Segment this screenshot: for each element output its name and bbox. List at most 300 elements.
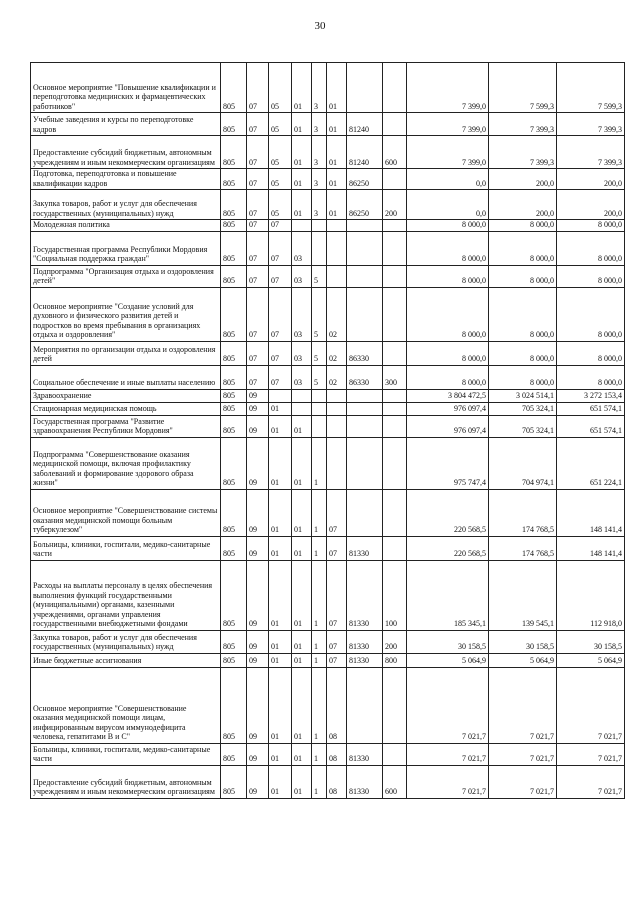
section-code-cell: 09: [247, 402, 269, 415]
program-code-cell: 01: [292, 667, 312, 743]
program-code-cell: 03: [292, 365, 312, 389]
amount-year3-cell: 7 021,7: [557, 667, 625, 743]
program-code-cell: [292, 402, 312, 415]
table-row: [31, 667, 625, 743]
program-code-cell: 03: [292, 287, 312, 341]
ministry-code-cell: 805: [221, 113, 247, 136]
table-row: [31, 341, 625, 365]
table-row: [31, 630, 625, 653]
amount-year1-cell: 3 804 472,5: [407, 389, 489, 402]
section-code-cell: 09: [247, 437, 269, 489]
amount-year1-cell: 7 021,7: [407, 667, 489, 743]
amount-year3-cell: 7 021,7: [557, 743, 625, 765]
amount-year1-cell: 7 399,0: [407, 136, 489, 169]
section-code-cell: 07: [247, 190, 269, 220]
program-code-cell: 01: [292, 63, 312, 113]
ministry-code-cell: 805: [221, 169, 247, 190]
amount-year1-cell: 7 021,7: [407, 765, 489, 798]
amount-year1-cell: 220 568,5: [407, 536, 489, 560]
amount-year1-cell: 30 158,5: [407, 630, 489, 653]
row-name-cell: Молодежная политика: [31, 220, 221, 232]
section-code-cell: 09: [247, 536, 269, 560]
subprogram-code-cell: [312, 231, 327, 265]
subprogram-code-cell: 5: [312, 287, 327, 341]
row-name-cell: Предоставление субсидий бюджетным, автономным учреждениям и иным некоммерческим организациям: [31, 136, 221, 169]
table-row: [31, 489, 625, 536]
row-name-cell: Больницы, клиники, госпитали, медико-санитарные части: [31, 536, 221, 560]
row-name-cell: Учебные заведения и курсы по переподготовке кадров: [31, 113, 221, 136]
subsection-code-cell: 07: [269, 265, 292, 287]
direction-code-cell: 81330: [347, 743, 383, 765]
program-code-cell: 01: [292, 560, 312, 630]
row-name-cell: Основное мероприятие "Совершенствование системы оказания медицинской помощи больным туберкулезом": [31, 489, 221, 536]
row-name-cell: Подпрограмма "Совершенствование оказания медицинской помощи, включая профилактику заболеваний и формирование здорового образа жизни": [31, 437, 221, 489]
amount-year2-cell: 7 399,3: [489, 136, 557, 169]
amount-year2-cell: 174 768,5: [489, 489, 557, 536]
table-row: [31, 402, 625, 415]
measure-code-cell: 08: [327, 765, 347, 798]
expense-type-code-cell: [383, 231, 407, 265]
ministry-code-cell: 805: [221, 743, 247, 765]
expense-type-code-cell: [383, 667, 407, 743]
amount-year2-cell: 8 000,0: [489, 265, 557, 287]
measure-code-cell: 07: [327, 489, 347, 536]
section-code-cell: 09: [247, 389, 269, 402]
measure-code-cell: 07: [327, 560, 347, 630]
subprogram-code-cell: 1: [312, 536, 327, 560]
ministry-code-cell: 805: [221, 190, 247, 220]
ministry-code-cell: 805: [221, 560, 247, 630]
table-row: [31, 389, 625, 402]
section-code-cell: 07: [247, 341, 269, 365]
ministry-code-cell: 805: [221, 63, 247, 113]
program-code-cell: 03: [292, 341, 312, 365]
measure-code-cell: [327, 220, 347, 232]
amount-year2-cell: 8 000,0: [489, 287, 557, 341]
direction-code-cell: 81240: [347, 113, 383, 136]
ministry-code-cell: 805: [221, 536, 247, 560]
row-name-cell: Иные бюджетные ассигнования: [31, 653, 221, 667]
table-row: [31, 113, 625, 136]
amount-year3-cell: 7 021,7: [557, 765, 625, 798]
amount-year1-cell: 8 000,0: [407, 341, 489, 365]
ministry-code-cell: 805: [221, 265, 247, 287]
amount-year1-cell: 8 000,0: [407, 265, 489, 287]
table-row: [31, 136, 625, 169]
direction-code-cell: 81330: [347, 630, 383, 653]
direction-code-cell: 86250: [347, 169, 383, 190]
amount-year1-cell: 8 000,0: [407, 231, 489, 265]
program-code-cell: 01: [292, 113, 312, 136]
amount-year3-cell: 200,0: [557, 190, 625, 220]
amount-year3-cell: 148 141,4: [557, 536, 625, 560]
subprogram-code-cell: 3: [312, 169, 327, 190]
expense-type-code-cell: 800: [383, 653, 407, 667]
amount-year2-cell: 200,0: [489, 169, 557, 190]
program-code-cell: 01: [292, 415, 312, 437]
subsection-code-cell: 05: [269, 190, 292, 220]
direction-code-cell: 86330: [347, 341, 383, 365]
program-code-cell: [292, 389, 312, 402]
amount-year1-cell: 7 021,7: [407, 743, 489, 765]
program-code-cell: 01: [292, 169, 312, 190]
measure-code-cell: [327, 389, 347, 402]
section-code-cell: 09: [247, 743, 269, 765]
direction-code-cell: 81330: [347, 560, 383, 630]
expense-type-code-cell: 200: [383, 630, 407, 653]
expense-type-code-cell: 100: [383, 560, 407, 630]
direction-code-cell: [347, 489, 383, 536]
program-code-cell: 01: [292, 190, 312, 220]
program-code-cell: 01: [292, 536, 312, 560]
amount-year2-cell: 8 000,0: [489, 341, 557, 365]
ministry-code-cell: 805: [221, 365, 247, 389]
subprogram-code-cell: 3: [312, 136, 327, 169]
expense-type-code-cell: [383, 743, 407, 765]
program-code-cell: 01: [292, 765, 312, 798]
section-code-cell: 07: [247, 136, 269, 169]
amount-year2-cell: 8 000,0: [489, 220, 557, 232]
expense-type-code-cell: 300: [383, 365, 407, 389]
direction-code-cell: [347, 667, 383, 743]
amount-year3-cell: 3 272 153,4: [557, 389, 625, 402]
row-name-cell: Подготовка, переподготовка и повышение квалификации кадров: [31, 169, 221, 190]
amount-year1-cell: 8 000,0: [407, 287, 489, 341]
measure-code-cell: [327, 231, 347, 265]
subprogram-code-cell: [312, 220, 327, 232]
subsection-code-cell: 01: [269, 653, 292, 667]
table-row: [31, 536, 625, 560]
ministry-code-cell: 805: [221, 287, 247, 341]
measure-code-cell: 02: [327, 365, 347, 389]
subsection-code-cell: 01: [269, 630, 292, 653]
row-name-cell: Закупка товаров, работ и услуг для обеспечения государственных (муниципальных) нужд: [31, 190, 221, 220]
row-name-cell: Государственная программа Республики Мордовия "Социальная поддержка граждан": [31, 231, 221, 265]
measure-code-cell: [327, 402, 347, 415]
amount-year3-cell: 7 599,3: [557, 63, 625, 113]
row-name-cell: Основное мероприятие "Совершенствование оказания медицинской помощи лицам, инфицированным вирусом иммунодефицита человека, гепатитами В и С": [31, 667, 221, 743]
subprogram-code-cell: 1: [312, 667, 327, 743]
subsection-code-cell: 01: [269, 536, 292, 560]
section-code-cell: 07: [247, 220, 269, 232]
amount-year1-cell: 975 747,4: [407, 437, 489, 489]
amount-year2-cell: 7 399,3: [489, 113, 557, 136]
subprogram-code-cell: 3: [312, 113, 327, 136]
ministry-code-cell: 805: [221, 630, 247, 653]
row-name-cell: Больницы, клиники, госпитали, медико-санитарные части: [31, 743, 221, 765]
amount-year2-cell: 139 545,1: [489, 560, 557, 630]
program-code-cell: 01: [292, 653, 312, 667]
amount-year2-cell: 174 768,5: [489, 536, 557, 560]
program-code-cell: 03: [292, 231, 312, 265]
table-row: [31, 63, 625, 113]
amount-year1-cell: 7 399,0: [407, 113, 489, 136]
amount-year3-cell: 8 000,0: [557, 287, 625, 341]
section-code-cell: 07: [247, 113, 269, 136]
expense-type-code-cell: [383, 63, 407, 113]
amount-year3-cell: 8 000,0: [557, 220, 625, 232]
subprogram-code-cell: 5: [312, 365, 327, 389]
amount-year3-cell: 7 399,3: [557, 136, 625, 169]
amount-year2-cell: 8 000,0: [489, 365, 557, 389]
measure-code-cell: 02: [327, 341, 347, 365]
subprogram-code-cell: 1: [312, 560, 327, 630]
subprogram-code-cell: 3: [312, 63, 327, 113]
expense-type-code-cell: [383, 220, 407, 232]
amount-year3-cell: 651 574,1: [557, 402, 625, 415]
program-code-cell: 01: [292, 136, 312, 169]
measure-code-cell: [327, 415, 347, 437]
subsection-code-cell: 01: [269, 560, 292, 630]
section-code-cell: 09: [247, 765, 269, 798]
subsection-code-cell: 05: [269, 136, 292, 169]
amount-year3-cell: 30 158,5: [557, 630, 625, 653]
subprogram-code-cell: 1: [312, 653, 327, 667]
amount-year1-cell: 185 345,1: [407, 560, 489, 630]
section-code-cell: 07: [247, 169, 269, 190]
subsection-code-cell: 01: [269, 667, 292, 743]
subprogram-code-cell: 1: [312, 437, 327, 489]
section-code-cell: 09: [247, 630, 269, 653]
measure-code-cell: [327, 437, 347, 489]
ministry-code-cell: 805: [221, 489, 247, 536]
amount-year1-cell: 976 097,4: [407, 415, 489, 437]
section-code-cell: 09: [247, 667, 269, 743]
section-code-cell: 09: [247, 489, 269, 536]
amount-year2-cell: 200,0: [489, 190, 557, 220]
subprogram-code-cell: [312, 415, 327, 437]
subsection-code-cell: 05: [269, 63, 292, 113]
table-row: [31, 765, 625, 798]
amount-year1-cell: 8 000,0: [407, 220, 489, 232]
subsection-code-cell: 01: [269, 402, 292, 415]
ministry-code-cell: 805: [221, 231, 247, 265]
row-name-cell: Здравоохранение: [31, 389, 221, 402]
amount-year3-cell: 148 141,4: [557, 489, 625, 536]
subprogram-code-cell: 5: [312, 265, 327, 287]
subsection-code-cell: 01: [269, 415, 292, 437]
subsection-code-cell: 07: [269, 365, 292, 389]
table-row: [31, 653, 625, 667]
ministry-code-cell: 805: [221, 667, 247, 743]
amount-year3-cell: 200,0: [557, 169, 625, 190]
expense-type-code-cell: [383, 536, 407, 560]
expense-type-code-cell: [383, 389, 407, 402]
row-name-cell: Расходы на выплаты персоналу в целях обеспечения выполнения функций государственными (муниципальными) органами, казенными учреждениями, органами управления государственными внебюджетными фондами: [31, 560, 221, 630]
table-row: [31, 365, 625, 389]
amount-year1-cell: 220 568,5: [407, 489, 489, 536]
direction-code-cell: [347, 63, 383, 113]
ministry-code-cell: 805: [221, 765, 247, 798]
program-code-cell: 01: [292, 630, 312, 653]
amount-year3-cell: 8 000,0: [557, 341, 625, 365]
table-row: [31, 169, 625, 190]
program-code-cell: [292, 220, 312, 232]
amount-year2-cell: 5 064,9: [489, 653, 557, 667]
section-code-cell: 07: [247, 63, 269, 113]
direction-code-cell: 81330: [347, 653, 383, 667]
section-code-cell: 07: [247, 265, 269, 287]
expense-type-code-cell: 600: [383, 136, 407, 169]
amount-year3-cell: 112 918,0: [557, 560, 625, 630]
table-row: [31, 415, 625, 437]
table-row: [31, 287, 625, 341]
subsection-code-cell: 05: [269, 169, 292, 190]
ministry-code-cell: 805: [221, 136, 247, 169]
amount-year3-cell: 7 399,3: [557, 113, 625, 136]
row-name-cell: Основное мероприятие "Создание условий для духовного и физического развития детей и подростков во время пребывания в организациях отдыха и оздоровления": [31, 287, 221, 341]
program-code-cell: 01: [292, 489, 312, 536]
measure-code-cell: 08: [327, 743, 347, 765]
subprogram-code-cell: 1: [312, 743, 327, 765]
section-code-cell: 09: [247, 560, 269, 630]
subsection-code-cell: 07: [269, 287, 292, 341]
measure-code-cell: 01: [327, 113, 347, 136]
expense-type-code-cell: [383, 341, 407, 365]
measure-code-cell: 08: [327, 667, 347, 743]
expense-type-code-cell: [383, 415, 407, 437]
ministry-code-cell: 805: [221, 389, 247, 402]
row-name-cell: Закупка товаров, работ и услуг для обеспечения государственных (муниципальных) нужд: [31, 630, 221, 653]
ministry-code-cell: 805: [221, 437, 247, 489]
measure-code-cell: 07: [327, 536, 347, 560]
measure-code-cell: 01: [327, 169, 347, 190]
table-row: [31, 437, 625, 489]
program-code-cell: 01: [292, 743, 312, 765]
subsection-code-cell: 07: [269, 341, 292, 365]
measure-code-cell: 07: [327, 653, 347, 667]
expense-type-code-cell: [383, 489, 407, 536]
row-name-cell: Мероприятия по организации отдыха и оздоровления детей: [31, 341, 221, 365]
direction-code-cell: [347, 265, 383, 287]
row-name-cell: Государственная программа "Развитие здравоохранения Республики Мордовия": [31, 415, 221, 437]
section-code-cell: 07: [247, 365, 269, 389]
row-name-cell: Стационарная медицинская помощь: [31, 402, 221, 415]
budget-table: [30, 62, 625, 799]
amount-year2-cell: 8 000,0: [489, 231, 557, 265]
amount-year1-cell: 0,0: [407, 169, 489, 190]
row-name-cell: Подпрограмма "Организация отдыха и оздоровления детей": [31, 265, 221, 287]
ministry-code-cell: 805: [221, 220, 247, 232]
subprogram-code-cell: 5: [312, 341, 327, 365]
measure-code-cell: 01: [327, 136, 347, 169]
expense-type-code-cell: [383, 169, 407, 190]
expense-type-code-cell: [383, 402, 407, 415]
subsection-code-cell: 07: [269, 220, 292, 232]
row-name-cell: Предоставление субсидий бюджетным, автономным учреждениям и иным некоммерческим организациям: [31, 765, 221, 798]
row-name-cell: Основное мероприятие "Повышение квалификации и переподготовка медицинских и фармацевтических работников": [31, 63, 221, 113]
subsection-code-cell: 01: [269, 743, 292, 765]
direction-code-cell: [347, 389, 383, 402]
amount-year2-cell: 704 974,1: [489, 437, 557, 489]
amount-year3-cell: 8 000,0: [557, 231, 625, 265]
direction-code-cell: [347, 231, 383, 265]
subprogram-code-cell: 1: [312, 489, 327, 536]
expense-type-code-cell: [383, 287, 407, 341]
amount-year2-cell: 7 599,3: [489, 63, 557, 113]
amount-year2-cell: 705 324,1: [489, 415, 557, 437]
section-code-cell: 09: [247, 415, 269, 437]
amount-year3-cell: 651 574,1: [557, 415, 625, 437]
direction-code-cell: 81330: [347, 765, 383, 798]
amount-year2-cell: 30 158,5: [489, 630, 557, 653]
subprogram-code-cell: 1: [312, 765, 327, 798]
direction-code-cell: [347, 220, 383, 232]
program-code-cell: 03: [292, 265, 312, 287]
direction-code-cell: [347, 402, 383, 415]
amount-year1-cell: 5 064,9: [407, 653, 489, 667]
subprogram-code-cell: [312, 389, 327, 402]
subsection-code-cell: 01: [269, 437, 292, 489]
subsection-code-cell: [269, 389, 292, 402]
table-row: [31, 265, 625, 287]
subsection-code-cell: 01: [269, 489, 292, 536]
direction-code-cell: [347, 415, 383, 437]
direction-code-cell: [347, 287, 383, 341]
subsection-code-cell: 07: [269, 231, 292, 265]
expense-type-code-cell: [383, 113, 407, 136]
section-code-cell: 07: [247, 287, 269, 341]
amount-year3-cell: 651 224,1: [557, 437, 625, 489]
amount-year2-cell: 7 021,7: [489, 743, 557, 765]
ministry-code-cell: 805: [221, 402, 247, 415]
amount-year3-cell: 8 000,0: [557, 265, 625, 287]
ministry-code-cell: 805: [221, 653, 247, 667]
subprogram-code-cell: 3: [312, 190, 327, 220]
ministry-code-cell: 805: [221, 415, 247, 437]
direction-code-cell: 81240: [347, 136, 383, 169]
program-code-cell: 01: [292, 437, 312, 489]
amount-year1-cell: 8 000,0: [407, 365, 489, 389]
measure-code-cell: 01: [327, 63, 347, 113]
table-row: [31, 190, 625, 220]
page-number: 30: [314, 20, 326, 32]
subprogram-code-cell: 1: [312, 630, 327, 653]
row-name-cell: Социальное обеспечение и иные выплаты населению: [31, 365, 221, 389]
subprogram-code-cell: [312, 402, 327, 415]
expense-type-code-cell: 200: [383, 190, 407, 220]
direction-code-cell: 86330: [347, 365, 383, 389]
amount-year1-cell: 0,0: [407, 190, 489, 220]
table-row: [31, 220, 625, 232]
amount-year2-cell: 3 024 514,1: [489, 389, 557, 402]
amount-year2-cell: 7 021,7: [489, 667, 557, 743]
measure-code-cell: [327, 265, 347, 287]
amount-year1-cell: 7 399,0: [407, 63, 489, 113]
amount-year3-cell: 5 064,9: [557, 653, 625, 667]
measure-code-cell: 07: [327, 630, 347, 653]
section-code-cell: 07: [247, 231, 269, 265]
table-row: [31, 231, 625, 265]
expense-type-code-cell: [383, 437, 407, 489]
direction-code-cell: 86250: [347, 190, 383, 220]
amount-year3-cell: 8 000,0: [557, 365, 625, 389]
direction-code-cell: 81330: [347, 536, 383, 560]
amount-year1-cell: 976 097,4: [407, 402, 489, 415]
section-code-cell: 09: [247, 653, 269, 667]
measure-code-cell: 01: [327, 190, 347, 220]
expense-type-code-cell: [383, 265, 407, 287]
measure-code-cell: 02: [327, 287, 347, 341]
direction-code-cell: [347, 437, 383, 489]
table-row: [31, 743, 625, 765]
subsection-code-cell: 01: [269, 765, 292, 798]
subsection-code-cell: 05: [269, 113, 292, 136]
expense-type-code-cell: 600: [383, 765, 407, 798]
amount-year2-cell: 705 324,1: [489, 402, 557, 415]
ministry-code-cell: 805: [221, 341, 247, 365]
amount-year2-cell: 7 021,7: [489, 765, 557, 798]
